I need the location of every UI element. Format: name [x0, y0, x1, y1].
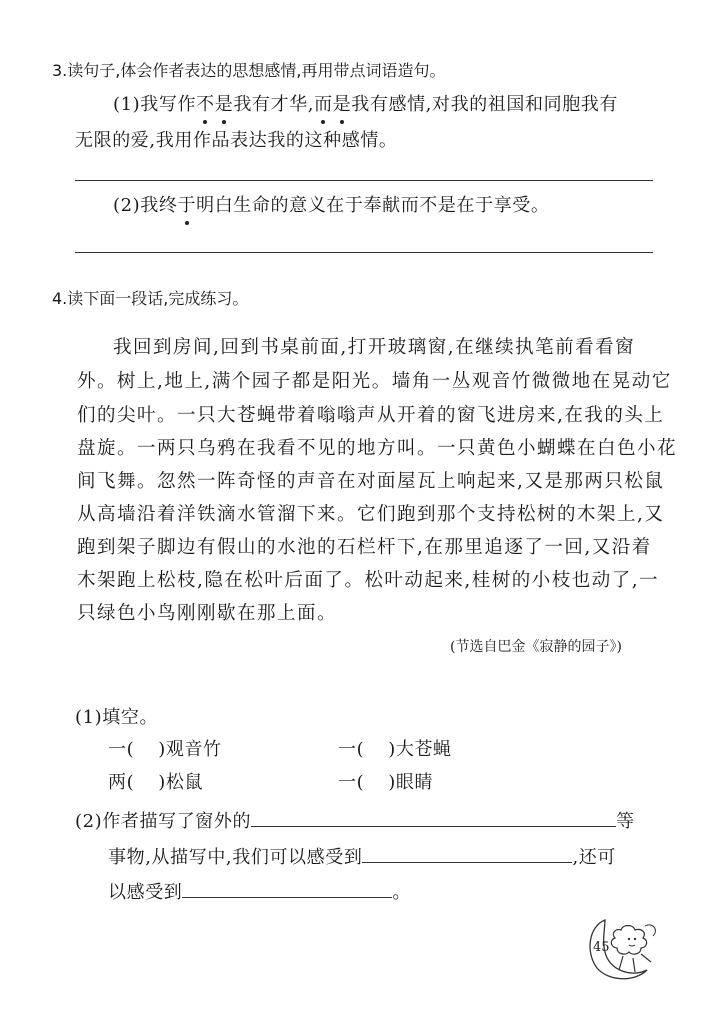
q3-sentence1-line2: 无限的爱,我用作品表达我的这种感情。: [75, 130, 398, 151]
passage-line: 间飞舞。忽然一阵奇怪的声音在对面屋瓦上响起来,又是那两只松鼠: [77, 471, 665, 492]
passage-line: 只绿色小鸟刚刚歇在那上面。: [77, 603, 338, 624]
emphasis-char: 不: [196, 90, 215, 116]
fill-item: 一( )观音竹: [108, 739, 222, 760]
passage-line: 我回到房间,回到书桌前面,打开玻璃窗,在继续执笔前看看窗: [113, 337, 636, 358]
s1-mid: 我有才华,: [233, 94, 315, 115]
emphasis-char: 于: [178, 191, 197, 217]
passage-line: 外。树上,地上,满个园子都是阳光。墙角一丛观音竹微微地在晃动它: [77, 371, 672, 392]
passage-line: 木架跑上松枝,隐在松叶后面了。松叶动起来,桂树的小枝也动了,一: [77, 570, 660, 591]
p2-line2: 事物,从描写中,我们可以感受到 ,还可: [108, 842, 616, 869]
passage-source: (节选自巴金《寂静的园子》): [450, 639, 622, 655]
fill-item: 两( )松鼠: [108, 772, 204, 793]
s1-post: 我有感情,对我的祖国和同胞我有: [351, 94, 619, 115]
passage-line: 从高墙沿着洋铁滴水管溜下来。它们跑到那个支持松树的木架上,又: [77, 504, 665, 525]
p2-line1: (2)作者描写了窗外的 等: [75, 806, 635, 833]
p2-line3: 以感受到 。: [108, 877, 411, 904]
answer-line-1[interactable]: [75, 180, 653, 181]
emphasis-char: 是: [215, 90, 234, 116]
page-mascot: [575, 908, 675, 988]
passage-line: 跑到架子脚边有假山的水池的石栏杆下,在那里追逐了一回,又沿着: [77, 537, 652, 558]
q3-heading: 3.读句子,体会作者表达的思想感情,再用带点词语造句。: [52, 61, 446, 80]
s2-post: 明白生命的意义在于奉献而不是在于享受。: [196, 195, 550, 216]
answer-blank[interactable]: [182, 877, 392, 898]
emphasis-char: 而: [314, 90, 333, 116]
s2-pre: (2)我终: [113, 195, 178, 216]
p1-label: (1)填空。: [75, 707, 159, 728]
answer-blank[interactable]: [251, 806, 616, 827]
fill-item: 一( )大苍蝇: [338, 739, 452, 760]
s1-pre: (1)我写作: [113, 94, 197, 115]
emphasis-char: 是: [333, 90, 352, 116]
fill-item: 一( )眼睛: [338, 772, 434, 793]
page-number: 45: [593, 940, 610, 955]
answer-line-2[interactable]: [75, 252, 653, 253]
answer-blank[interactable]: [362, 842, 572, 863]
sheep-mascot-icon: [575, 908, 675, 988]
q4-heading: 4.读下面一段话,完成练习。: [52, 289, 249, 308]
passage-line: 盘旋。一两只乌鸦在我看不见的地方叫。一只黄色小蝴蝶在白色小花: [77, 438, 678, 459]
q3-sentence1-line1: [113, 90, 618, 116]
q3-sentence2: [113, 191, 550, 217]
passage-line: 们的尖叶。一只大苍蝇带着嗡嗡声从开着的窗飞进房来,在我的头上: [77, 405, 665, 426]
